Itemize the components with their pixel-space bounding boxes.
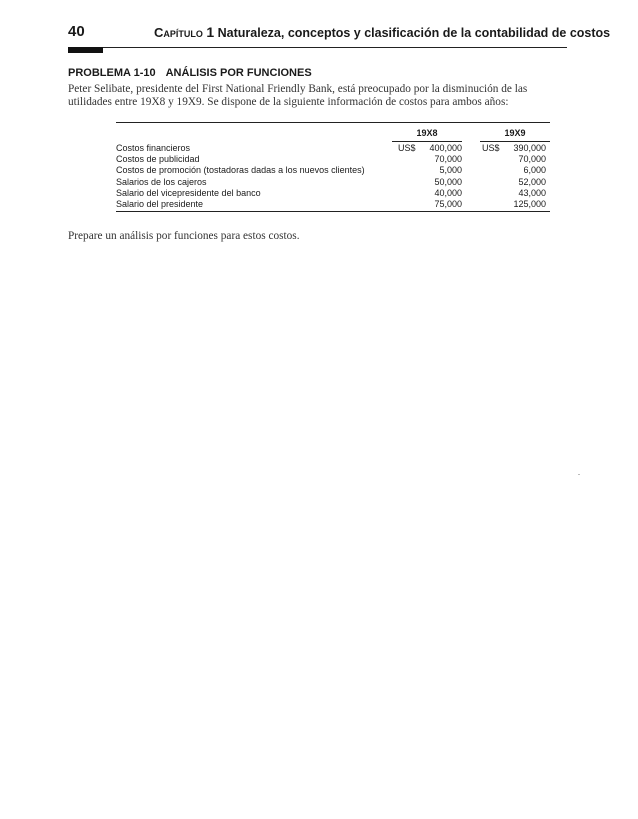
table-row: [116, 165, 550, 176]
value-19x8: 75,000: [434, 198, 462, 209]
header-rule: [68, 47, 567, 48]
currency-19x9: US$: [482, 143, 500, 153]
chapter-word: Capítulo: [154, 25, 203, 40]
table-row: [116, 199, 550, 210]
value-19x9: 52,000: [518, 176, 546, 187]
problem-title: ANÁLISIS POR FUNCIONES: [165, 67, 312, 79]
value-19x8: 5,000: [439, 165, 462, 176]
column-header-19x9: 19X9: [504, 128, 526, 138]
header-block-marker: [68, 47, 103, 53]
cost-table: [116, 122, 550, 209]
chapter-header: [154, 24, 610, 41]
table-row: [116, 143, 550, 154]
problem-number: PROBLEMA 1-10: [68, 67, 156, 79]
row-label: Salario del presidente: [116, 198, 204, 209]
table-row: [116, 177, 550, 188]
table-top-rule: [116, 122, 550, 123]
value-19x8: 40,000: [434, 187, 462, 198]
row-label: Costos financieros: [116, 143, 191, 153]
row-label: Salarios de los cajeros: [116, 176, 207, 187]
table-row: [116, 154, 550, 165]
column-header-19x8: 19X8: [416, 128, 438, 138]
problem-intro: Peter Selibate, presidente del First National Friendly Bank, está preocupado por la disminución de las utilidades entre 19X8 y 19X9. Se dispone de la siguiente información de costos para ambos años:: [68, 83, 528, 108]
value-19x9: 6,000: [523, 165, 546, 176]
value-19x8: 50,000: [434, 176, 462, 187]
currency-19x8: US$: [398, 143, 416, 153]
chapter-title: Naturaleza, conceptos y clasificación de la contabilidad de costos: [217, 26, 611, 40]
page-number: 40: [68, 23, 85, 40]
column-rule-19x8: [392, 141, 462, 142]
value-19x8: 70,000: [434, 154, 462, 165]
row-label: Costos de promoción (tostadoras dadas a los nuevos clientes): [116, 165, 365, 176]
table-bottom-rule: [116, 211, 550, 212]
value-19x9: 125,000: [513, 198, 546, 209]
value-19x9: 390,000: [513, 143, 546, 153]
problem-heading: [68, 66, 312, 80]
value-19x8: 400,000: [429, 143, 462, 153]
chapter-number: 1: [206, 24, 215, 40]
scan-speck: [578, 474, 580, 475]
row-label: Salario del vicepresidente del banco: [116, 187, 261, 198]
column-rule-19x9: [480, 141, 550, 142]
table-body: [116, 143, 550, 210]
closing-instruction: Prepare un análisis por funciones para estos costos.: [68, 230, 300, 242]
value-19x9: 43,000: [518, 187, 546, 198]
row-label: Costos de publicidad: [116, 154, 200, 165]
value-19x9: 70,000: [518, 154, 546, 165]
table-row: [116, 188, 550, 199]
